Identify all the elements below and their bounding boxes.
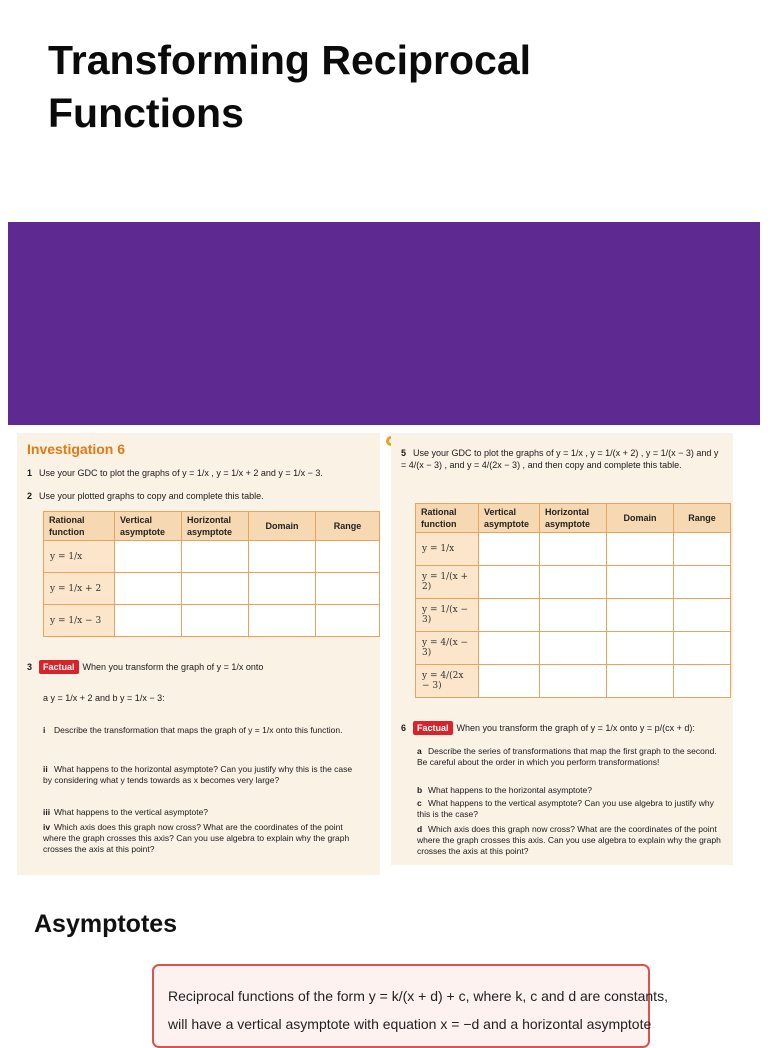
question-6: 6 Factual When you transform the graph of y = 1/x onto y = p/(cx + d): bbox=[401, 723, 695, 733]
function-cell: y = 1/(x + 2) bbox=[416, 566, 479, 599]
question-6-b: b What happens to the horizontal asymptote? bbox=[417, 785, 592, 795]
column-header: Domain bbox=[249, 512, 316, 541]
function-cell: y = 1/x bbox=[416, 533, 479, 566]
question-6-c: c What happens to the vertical asymptote? Can you use algebra to justify why this is the case? bbox=[417, 798, 714, 819]
table-row bbox=[416, 566, 731, 599]
column-header: Rational function bbox=[416, 504, 479, 533]
factual-badge: Factual bbox=[39, 660, 79, 674]
function-cell: y = 1/x bbox=[44, 541, 115, 573]
table-row bbox=[416, 665, 731, 698]
question-6-a: a Describe the series of transformations that map the first graph to the second. Be careful about the order in which you perform transformations! bbox=[417, 746, 717, 767]
function-cell: y = 1/x − 3 bbox=[44, 605, 115, 637]
question-3-iv: iv Which axis does this graph now cross? What are the coordinates of the point where the graph crosses this axis? Can you use algebra to explain why the graph crosses the axis at this point? bbox=[43, 822, 350, 854]
question-3-iii: iii What happens to the vertical asymptote? bbox=[43, 807, 209, 817]
table-row bbox=[44, 605, 380, 637]
table-row bbox=[416, 599, 731, 632]
question-5: 5 Use your GDC to plot the graphs of y = 1/x , y = 1/(x + 2) , y = 1/(x − 3) and y = 4/(x − 3) , and y = 4/(2x − 3) , and then copy and complete this table. bbox=[401, 448, 719, 470]
table-header-row bbox=[44, 512, 380, 541]
table-row bbox=[44, 541, 380, 573]
function-cell: y = 4/(x − 3) bbox=[416, 632, 479, 665]
investigation-heading: Investigation 6 bbox=[27, 441, 126, 457]
question-3-parts: a y = 1/x + 2 and b y = 1/x − 3: bbox=[43, 693, 165, 703]
investigation-6-panel bbox=[17, 433, 380, 875]
question-1: 1 Use your GDC to plot the graphs of y = 1/x , y = 1/x + 2 and y = 1/x − 3. bbox=[27, 468, 323, 478]
question-2: 2 Use your plotted graphs to copy and complete this table. bbox=[27, 491, 264, 501]
definition-line-2: will have a vertical asymptote with equation x = −d and a horizontal asymptote bbox=[168, 1016, 652, 1032]
purple-banner bbox=[8, 222, 760, 425]
page-title: Transforming Reciprocal Functions bbox=[48, 37, 532, 136]
function-cell: y = 1/x + 2 bbox=[44, 573, 115, 605]
asymptote-table-left bbox=[43, 511, 380, 637]
function-cell: y = 1/(x − 3) bbox=[416, 599, 479, 632]
function-cell: y = 4/(2x − 3) bbox=[416, 665, 479, 698]
table-row bbox=[44, 573, 380, 605]
table-row bbox=[416, 533, 731, 566]
column-header: Domain bbox=[607, 504, 674, 533]
column-header: Vertical asymptote bbox=[115, 512, 182, 541]
factual-badge: Factual bbox=[413, 721, 453, 735]
question-6-d: d Which axis does this graph now cross? What are the coordinates of the point where the graph crosses this axis. Can you use algebra to explain why the graph crosses the axis at this point? bbox=[417, 824, 721, 856]
question-3-ii: ii What happens to the horizontal asymptote? Can you justify why this is the case by considering what y tends towards as x becomes very large? bbox=[43, 764, 353, 785]
column-header: Horizontal asymptote bbox=[540, 504, 607, 533]
investigation-6-continued-panel bbox=[391, 433, 733, 865]
column-header: Range bbox=[316, 512, 380, 541]
column-header: Horizontal asymptote bbox=[182, 512, 249, 541]
asymptote-definition-box bbox=[152, 964, 668, 1048]
table-row bbox=[416, 632, 731, 665]
asymptote-table-right bbox=[415, 503, 731, 698]
question-3: 3 Factual When you transform the graph of y = 1/x onto bbox=[27, 662, 264, 672]
table-header-row bbox=[416, 504, 731, 533]
definition-line-1: Reciprocal functions of the form y = k/(x + d) + c, where k, c and d are constants, bbox=[168, 988, 668, 1004]
question-3-i: i Describe the transformation that maps the graph of y = 1/x onto this function. bbox=[43, 725, 343, 735]
column-header: Range bbox=[674, 504, 731, 533]
asymptotes-heading: Asymptotes bbox=[34, 910, 178, 938]
column-header: Vertical asymptote bbox=[479, 504, 540, 533]
column-header: Rational function bbox=[44, 512, 115, 541]
